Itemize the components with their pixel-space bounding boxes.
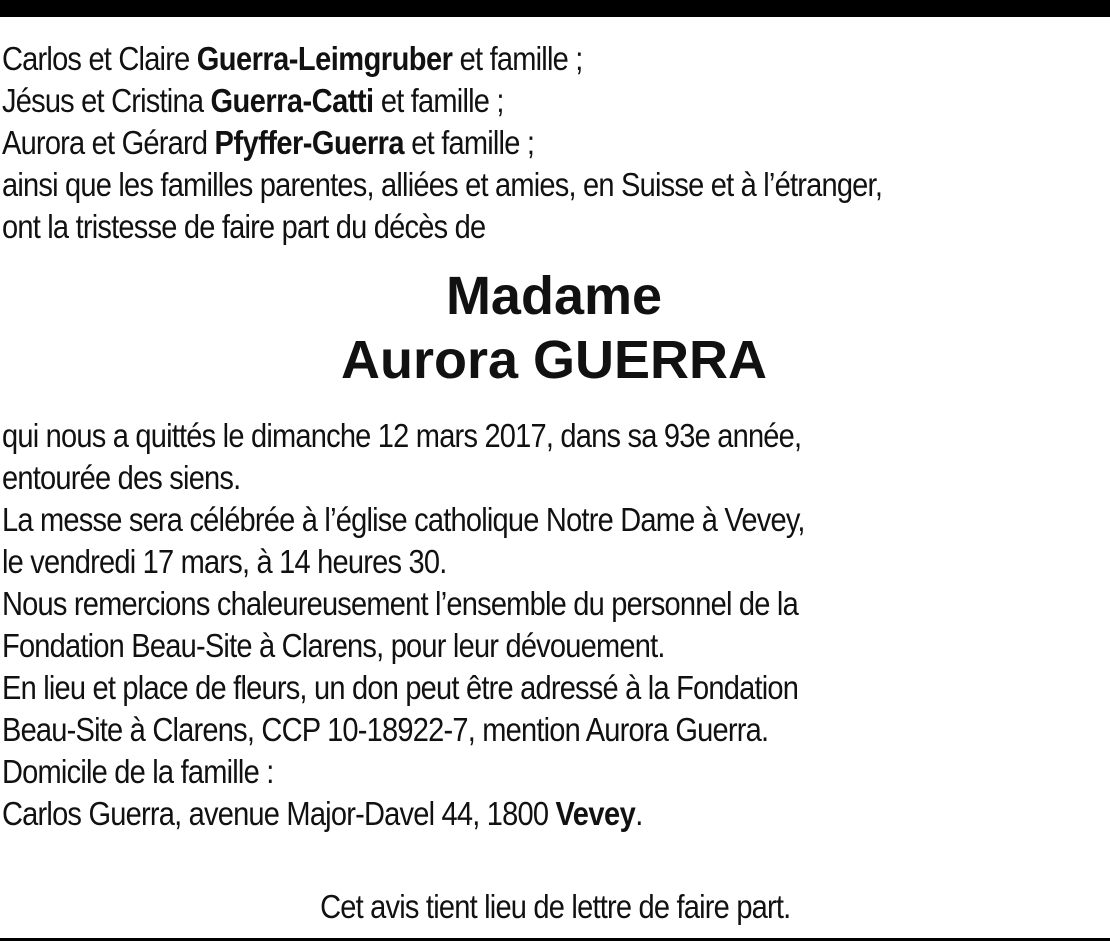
announcer-surname: Guerra-Catti bbox=[210, 82, 374, 119]
deceased-name: Aurora GUERRA bbox=[340, 330, 768, 390]
announcer-line-1 bbox=[2, 38, 974, 80]
announcer-suffix: et famille ; bbox=[373, 82, 504, 119]
address-street: Carlos Guerra, avenue Major-Davel 44, 1800 bbox=[2, 795, 556, 832]
body-line-1: qui nous a quittés le dimanche 12 mars 2017, dans sa 93e année, bbox=[2, 417, 802, 454]
announcer-surname: Pfyffer-Guerra bbox=[214, 124, 405, 161]
body-line-5: Nous remercions chaleureusement l’ensemble du personnel de la bbox=[2, 585, 798, 622]
obituary-notice bbox=[2, 38, 1106, 835]
deceased-heading bbox=[2, 264, 1106, 392]
body-line-6: Fondation Beau-Site à Clarens, pour leur dévouement. bbox=[2, 627, 665, 664]
announcer-suffix: et famille ; bbox=[404, 124, 535, 161]
closing-text: Cet avis tient lieu de lettre de faire part. bbox=[319, 888, 791, 925]
family-address bbox=[2, 793, 974, 835]
body-line-8: Beau-Site à Clarens, CCP 10-18922-7, mention Aurora Guerra. bbox=[2, 711, 769, 748]
announcer-names: Aurora et Gérard bbox=[2, 124, 215, 161]
announcer-line-2 bbox=[2, 80, 974, 122]
closing-note bbox=[0, 886, 1110, 928]
body-line-2: entourée des siens. bbox=[2, 459, 241, 496]
intro-line-1: ainsi que les familles parentes, alliées et amies, en Suisse et à l’étranger, bbox=[2, 166, 883, 203]
announcer-line-3 bbox=[2, 122, 974, 164]
body-line-7: En lieu et place de fleurs, un don peut être adressé à la Fondation bbox=[2, 669, 799, 706]
notice-body bbox=[2, 415, 1106, 835]
announcer-names: Carlos et Claire bbox=[2, 40, 197, 77]
address-city: Vevey bbox=[555, 795, 636, 832]
body-line-4: le vendredi 17 mars, à 14 heures 30. bbox=[2, 543, 447, 580]
announcer-suffix: et famille ; bbox=[452, 40, 583, 77]
deceased-title: Madame bbox=[445, 266, 663, 326]
body-line-3: La messe sera célébrée à l’église catholique Notre Dame à Vevey, bbox=[2, 501, 805, 538]
intro-line-2: ont la tristesse de faire part du décès de bbox=[2, 208, 486, 245]
announcer-surname: Guerra-Leimgruber bbox=[196, 40, 453, 77]
address-period: . bbox=[635, 795, 643, 832]
announcer-names: Jésus et Cristina bbox=[2, 82, 211, 119]
body-line-9: Domicile de la famille : bbox=[2, 753, 274, 790]
top-border-rule bbox=[0, 0, 1110, 17]
bottom-border-rule bbox=[0, 938, 1110, 941]
